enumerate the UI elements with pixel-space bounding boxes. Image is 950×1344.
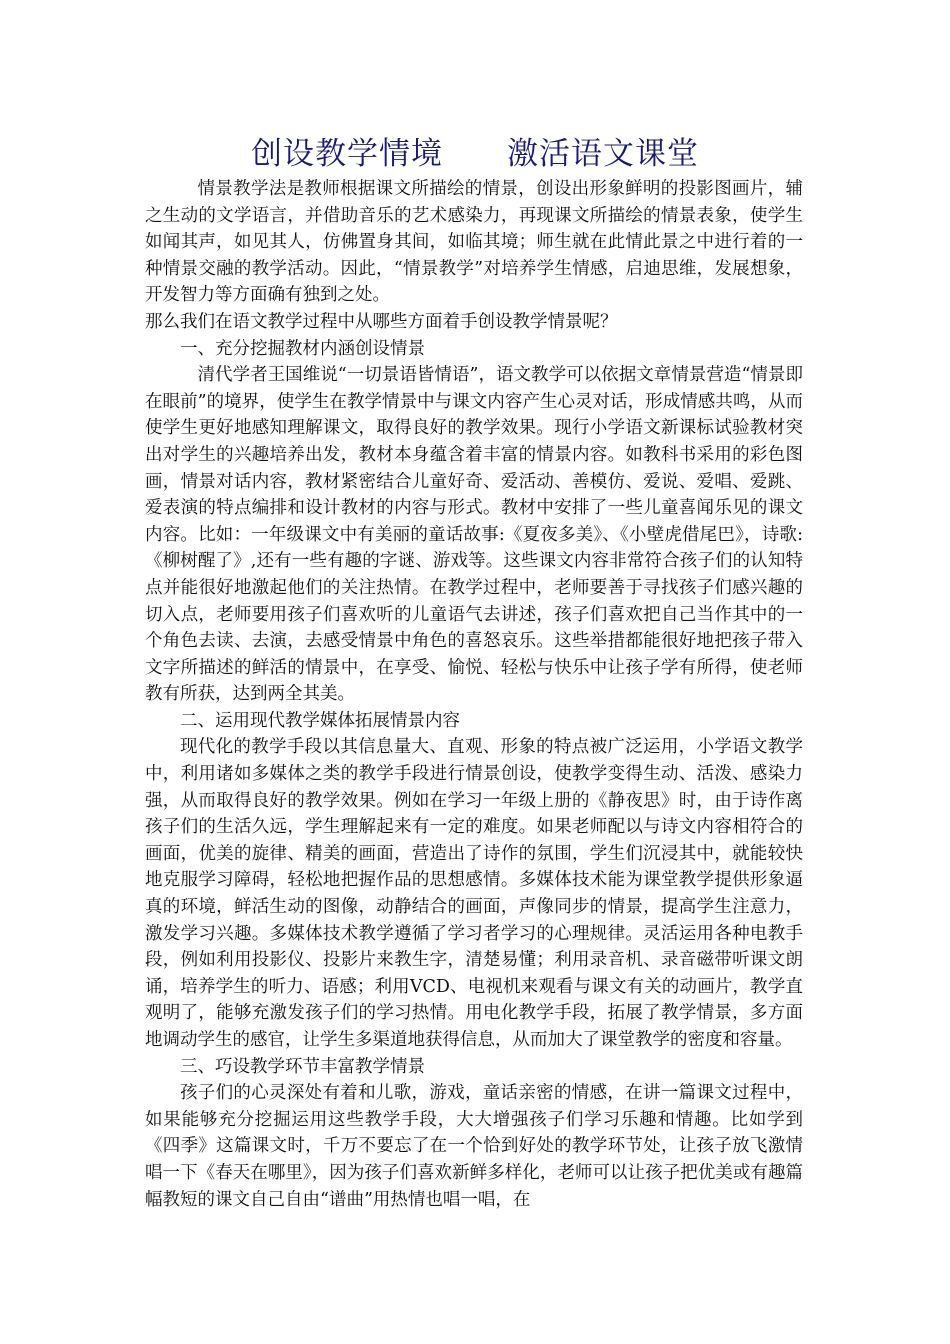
paragraph: 清代学者王国维说“一切景语皆情语”，语文教学可以依据文章情景营造“情景即在眼前”的境界，使学生在教学情景中与课文内容产生心灵对话，形成情感共鸣，从而使学生更好地感知理解课文，取得良好的教学效果。现行小学语文新课标试验教材突出对学生的兴趣培养出发，教材本身蕴含着丰富的情景内容。如教科书采用的彩色图画，情景对话内容，教材紧密结合儿童好奇、爱活动、善模仿、爱说、爱唱、爱跳、爱表演的特点编排和设计教材的内容与形式。教材中安排了一些儿童喜闻乐见的课文内容。比如：一年级课文中有美丽的童话故事:《夏夜多美》、《小壁虎借尾巴》，诗歌:《柳树醒了》,还有一些有趣的字谜、游戏等。这些课文内容非常符合孩子们的认知特点并能很好地激起他们的关注热情。在教学过程中，老师要善于寻找孩子们感兴趣的切入点，老师要用孩子们喜欢听的儿童语气去讲述，孩子们喜欢把自己当作其中的一个角色去读、去演，去感受情景中角色的喜怒哀乐。这些举措都能很好地把孩子带入文字所描述的鲜活的情景中，在享受、愉悦、轻松与快乐中让孩子学有所得，使老师教有所获，达到两全其美。 (145, 365, 803, 705)
paragraph: 孩子们的心灵深处有着和儿歌，游戏，童话亲密的情感，在讲一篇课文过程中，如果能够充分挖掘运用这些教学手段，大大增强孩子们学习乐趣和情趣。比如学到《四季》这篇课文时，千万不要忘了在一个恰到好处的教学环节处，让孩子放飞激情唱一下《春天在哪里》，因为孩子们喜欢新鲜多样化，老师可以让孩子把优美或有趣篇幅教短的课文自己自由“谱曲”用热情也唱一唱，在 (145, 1083, 803, 1210)
section-heading: 三、巧设教学环节丰富教学情景 (180, 1056, 425, 1077)
section-heading: 二、运用现代教学媒体拓展情景内容 (180, 710, 460, 731)
paragraph: 情景教学法是教师根据课文所描绘的情景，创设出形象鲜明的投影图画片，辅之生动的文学语言，并借助音乐的艺术感染力，再现课文所描绘的情景表象，使学生如闻其声，如见其人，仿佛置身其间，如临其境；师生就在此情此景之中进行着的一种情景交融的教学活动。因此，“情景教学”对培养学生情感，启迪思维，发展想象，开发智力等方面确有独到之处。 (145, 179, 803, 306)
document-body (145, 176, 803, 1213)
paragraph: 现代化的教学手段以其信息量大、直观、形象的特点被广泛运用，小学语文教学中，利用诸如多媒体之类的教学手段进行情景创设，使教学变得生动、活泼、感染力强，从而取得良好的教学效果。例如在学习一年级上册的《静夜思》时，由于诗作离孩子们的生活久远，学生理解起来有一定的难度。如果老师配以与诗文内容相符合的画面，优美的旋律、精美的画面，营造出了诗作的氛围，学生们沉浸其中，就能较快地克服学习障碍，轻松地把握作品的思想感情。多媒体技术能为课堂教学提供形象逼真的环境，鲜活生动的图像，动静结合的画面，声像同步的情景，提高学生注意力，激发学习兴趣。多媒体技术教学遵循了学习者学习的心理规律。灵活运用各种电教手段，例如利用投影仪、投影片来教生字，清楚易懂；利用录音机、录音磁带听课文朗诵，培养学生的听力、语感；利用VCD、电视机来观看与课文有关的动画片，教学直观明了，能够充激发孩子们的学习热情。用电化教学手段，拓展了教学情景，多方面地调动学生的感官，让学生多渠道地获得信息，从而加大了课堂教学的密度和容量。 (145, 737, 803, 1050)
document-title: 创设教学情境 激活语文课堂 (251, 136, 699, 172)
paragraph: 那么我们在语文教学过程中从哪些方面着手创设教学情景呢？ (145, 311, 618, 332)
section-heading: 一、充分挖掘教材内涵创设情景 (180, 338, 425, 359)
